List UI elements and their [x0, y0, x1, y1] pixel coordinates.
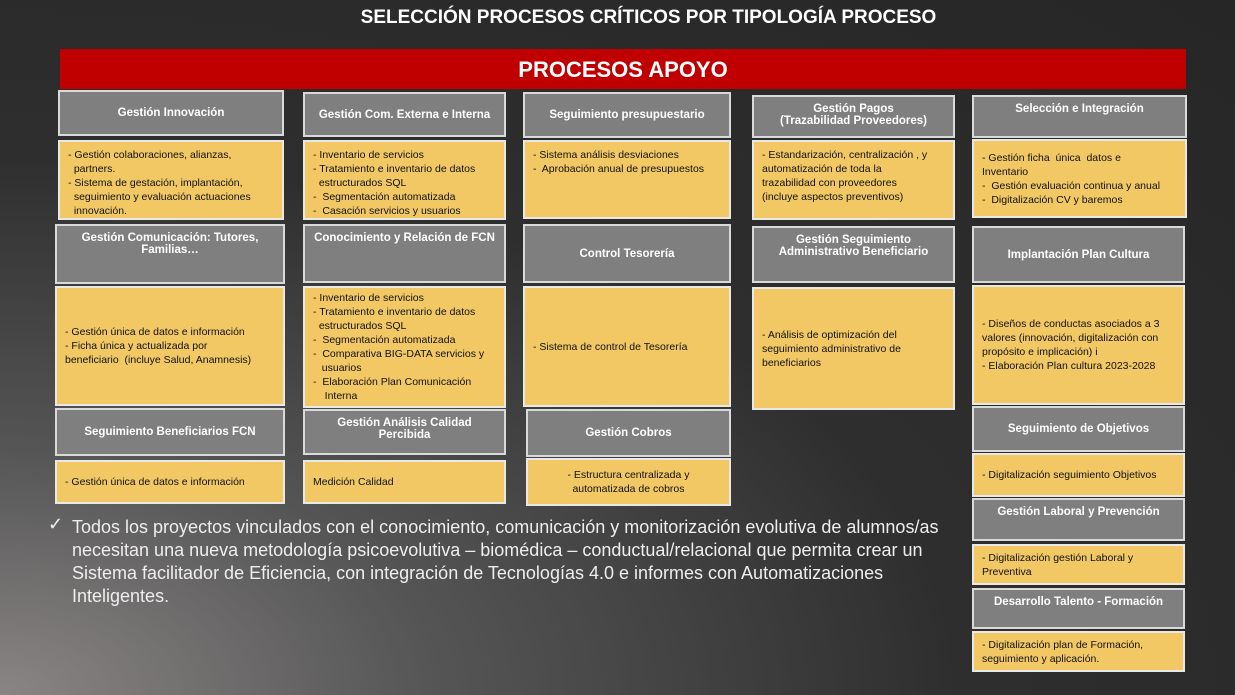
- process-item: - Digitalización gestión Laboral y Preventiva: [982, 551, 1134, 578]
- process-body: [523, 140, 731, 219]
- process-item: - Diseños de conductas asociados a 3 valores (innovación, digitalización con propósito e implicación) i: [982, 318, 1160, 358]
- checkmark-icon: ✓: [48, 514, 64, 534]
- slide-title: SELECCIÓN PROCESOS CRÍTICOS POR TIPOLOGÍA PROCESO: [360, 7, 937, 28]
- process-item: - Ficha única y actualizada por beneficiario (incluye Salud, Anamnesis): [65, 340, 252, 366]
- process-item: - Digitalización CV y baremos: [982, 193, 1123, 206]
- process-body: [972, 285, 1185, 405]
- process-title: Gestión Laboral y Prevención: [972, 498, 1185, 541]
- process-body: [303, 140, 506, 220]
- process-body: [972, 631, 1185, 672]
- process-item: - Tratamiento e inventario de datos estructurados SQL: [313, 163, 476, 189]
- process-body: [523, 286, 731, 407]
- process-body: [58, 140, 284, 220]
- process-item: - Digitalización seguimiento Objetivos: [982, 469, 1157, 481]
- process-title: Conocimiento y Relación de FCN: [303, 224, 506, 283]
- process-item: - Gestión colaboraciones, alianzas, partners.: [68, 149, 232, 175]
- process-title: Gestión Cobros: [526, 409, 731, 457]
- note-text: Todos los proyectos vinculados con el conocimiento, comunicación y monitorización evolutiva de alumnos/as necesitan una nueva metodología psicoevolutiva – biomédica – conductual/relacional que permita crear un Sistema facilitador de Eficiencia, con integración de Tecnologías 4.0 e informes con Automatizaciones Inteligentes.: [72, 517, 939, 606]
- process-body: [972, 139, 1187, 218]
- process-item: - Segmentación automatizada: [313, 191, 456, 203]
- process-title: Gestión Seguimiento Administrativo Beneficiario: [752, 226, 955, 283]
- process-body: [972, 453, 1185, 497]
- process-item: - Inventario de servicios: [313, 149, 424, 161]
- process-item: - Estructura centralizada y automatizada de cobros: [567, 469, 690, 495]
- process-body: [526, 458, 731, 506]
- process-body: [55, 286, 285, 406]
- process-body: [752, 140, 955, 220]
- process-title: Gestión Análisis Calidad Percibida: [303, 409, 506, 455]
- process-title: Gestión Comunicación: Tutores, Familias…: [55, 224, 285, 284]
- process-title: Selección e Integración: [972, 95, 1187, 138]
- process-title: Seguimiento Beneficiarios FCN: [55, 408, 285, 456]
- process-item: - Tratamiento e inventario de datos estructurados SQL: [313, 306, 476, 332]
- process-title: Seguimiento presupuestario: [523, 92, 731, 138]
- process-item: - Elaboración Plan Comunicación Interna: [313, 376, 472, 402]
- process-item: - Gestión única de datos e información: [65, 476, 245, 488]
- process-item: - Estandarización, centralización , y automatización de toda la trazabilidad con proveedores (incluye aspectos preventivos): [762, 149, 928, 203]
- process-body: [55, 460, 285, 504]
- process-body: [303, 460, 506, 504]
- process-item: - Gestión única de datos e información: [65, 326, 245, 338]
- process-body: [303, 286, 506, 408]
- process-item: - Digitalización plan de Formación, seguimiento y aplicación.: [982, 638, 1144, 665]
- process-item: - Inventario de servicios: [313, 292, 424, 304]
- process-body: [752, 287, 955, 410]
- process-item: - Casación servicios y usuarios: [313, 205, 461, 217]
- process-item: - Elaboración Plan cultura 2023-2028: [982, 360, 1156, 372]
- process-item: - Aprobación anual de presupuestos: [533, 163, 705, 175]
- process-title: Implantación Plan Cultura: [972, 226, 1185, 283]
- process-item: - Sistema de control de Tesorería: [533, 340, 688, 353]
- process-title: Gestión Com. Externa e Interna: [303, 92, 506, 137]
- process-item: - Gestión ficha única datos e Inventario: [982, 151, 1121, 178]
- process-title: Desarrollo Talento - Formación: [972, 588, 1185, 629]
- process-item: - Sistema análisis desviaciones: [533, 149, 679, 161]
- section-banner: PROCESOS APOYO: [60, 49, 1186, 89]
- process-item: Medición Calidad: [313, 476, 394, 488]
- process-body: [972, 544, 1185, 585]
- process-item: - Sistema de gestación, implantación, seguimiento y evaluación actuaciones innovación.: [68, 177, 251, 217]
- process-title: Gestión Pagos (Trazabilidad Proveedores): [752, 95, 955, 138]
- process-item: - Gestión evaluación continua y anual: [982, 179, 1161, 192]
- process-item: - Análisis de optimización del seguimiento administrativo de beneficiarios: [762, 328, 901, 369]
- process-item: - Comparativa BIG-DATA servicios y usuarios: [313, 348, 485, 374]
- process-title: Gestión Innovación: [58, 90, 284, 136]
- process-item: - Segmentación automatizada: [313, 334, 456, 346]
- process-title: Seguimiento de Objetivos: [972, 406, 1185, 452]
- process-title: Control Tesorería: [523, 224, 731, 283]
